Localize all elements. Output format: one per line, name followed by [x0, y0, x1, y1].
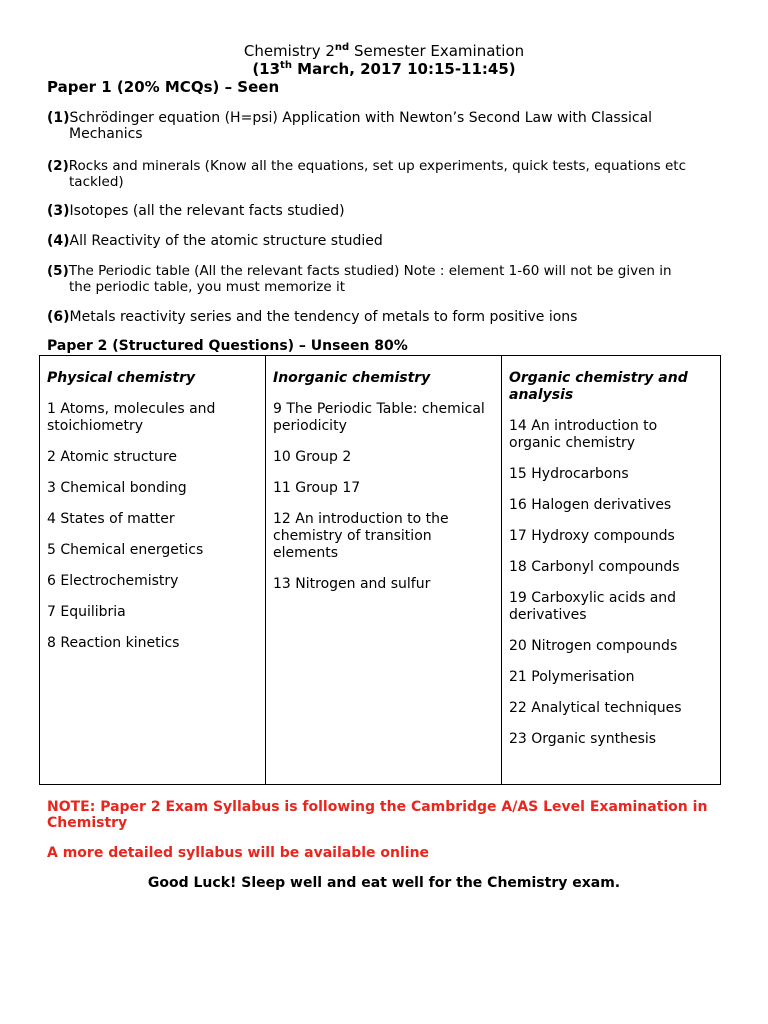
topic-item: 23 Organic synthesis [509, 731, 657, 747]
topic-item: 11 Group 17 [273, 480, 361, 496]
topic-item: 13 Nitrogen and sulfur [273, 576, 431, 592]
topic-item: 21 Polymerisation [509, 669, 635, 685]
topic-item: 18 Carbonyl compounds [509, 559, 680, 575]
paper1-item-6: (6)Metals reactivity series and the tendency of metals to form positive ions [47, 309, 578, 325]
topic-item: 3 Chemical bonding [47, 480, 187, 496]
paper1-item-1: (1)Schrödinger equation (H=psi) Application with Newton’s Second Law with Classical Mechanics [47, 110, 653, 142]
topic-item: 5 Chemical energetics [47, 542, 204, 558]
topic-item: 4 States of matter [47, 511, 175, 527]
topic-item: 6 Electrochemistry [47, 573, 179, 589]
paper1-item-2: (2)Rocks and minerals (Know all the equations, set up experiments, quick tests, equations etc tackled) [47, 158, 686, 190]
topic-item: 20 Nitrogen compounds [509, 638, 678, 654]
syllabus-note: NOTE: Paper 2 Exam Syllabus is following the Cambridge A/AS Level Examination in Chemistry [47, 799, 708, 831]
paper1-item-4: (4)All Reactivity of the atomic structure studied [47, 233, 383, 249]
closing-message: Good Luck! Sleep well and eat well for the Chemistry exam. [147, 875, 621, 891]
topic-item: 14 An introduction to organic chemistry [509, 418, 658, 451]
physical-chemistry-column [40, 356, 266, 785]
topic-item: 16 Halogen derivatives [509, 497, 672, 513]
topic-item: 12 An introduction to the chemistry of transition elements [273, 511, 449, 561]
title-line-2: (13th March, 2017 10:15-11:45) [252, 60, 516, 78]
title-line-1: Chemistry 2nd Semester Examination [243, 42, 525, 60]
inorganic-chemistry-column [266, 356, 502, 785]
paper2-heading: Paper 2 (Structured Questions) – Unseen 80% [47, 338, 408, 354]
paper1-item-5: (5)The Periodic table (All the relevant facts studied) Note : element 1-60 will not be given in the periodic table, you must memorize it [47, 263, 672, 295]
topic-item: 10 Group 2 [273, 449, 352, 465]
topic-item: 19 Carboxylic acids and derivatives [509, 590, 677, 623]
topic-item: 22 Analytical techniques [509, 700, 682, 716]
column-heading: Inorganic chemistry [273, 370, 431, 386]
topic-item: 7 Equilibria [47, 604, 126, 620]
document-title [0, 42, 768, 78]
column-heading: Organic chemistry and analysis [509, 370, 688, 403]
topic-item: 9 The Periodic Table: chemical periodicity [273, 401, 485, 434]
organic-chemistry-column [502, 356, 721, 785]
online-syllabus-note: A more detailed syllabus will be available online [47, 845, 430, 861]
topic-item: 1 Atoms, molecules and stoichiometry [47, 401, 216, 434]
topic-item: 17 Hydroxy compounds [509, 528, 675, 544]
paper1-item-3: (3)Isotopes (all the relevant facts studied) [47, 203, 345, 219]
syllabus-table [39, 355, 721, 785]
topic-item: 15 Hydrocarbons [509, 466, 629, 482]
paper1-heading: Paper 1 (20% MCQs) – Seen [47, 78, 280, 96]
topic-item: 8 Reaction kinetics [47, 635, 180, 651]
column-heading: Physical chemistry [47, 370, 196, 386]
topic-item: 2 Atomic structure [47, 449, 177, 465]
